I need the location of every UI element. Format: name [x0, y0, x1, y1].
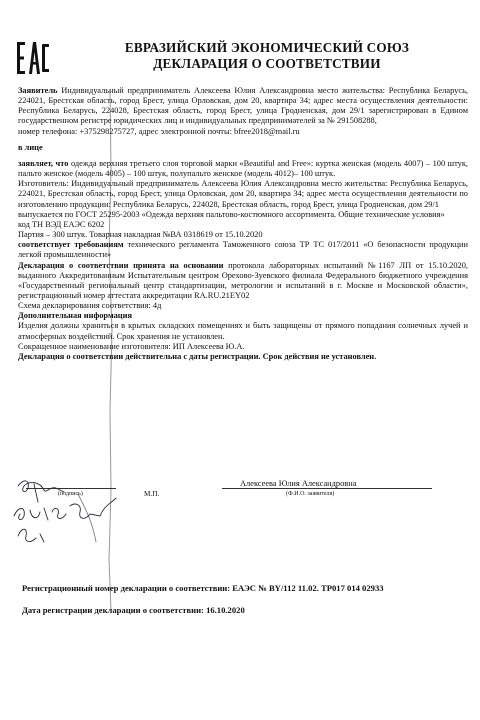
signature-caption: (подпись) — [58, 491, 83, 497]
manufacturer-text: Индивидуальный предприниматель Алексеева Юлия Александровна место жительства: Республика Беларусь, 224021, Брестская область, город Брест, улица Орловская, дом 20, квартира 34; адрес места осуществления деятельности по изготовлению продукции: Республика Беларусь, 224028, Брестская область, город Брест, улица Гродненская, дом 29/1 — [18, 179, 468, 209]
person-label: в лице — [18, 142, 43, 152]
additional-label: Дополнительная информация — [18, 311, 132, 321]
validity-statement: Декларация о соответствии действительна с даты регистрации. Срок действия не установлен. — [18, 351, 377, 361]
applicant-phone: номер телефона: +375298275727, адрес электронной почты: bfree2018@mail.ru — [18, 126, 300, 136]
scheme: Схема декларирования соответствия: 4д — [18, 301, 162, 311]
manufacturer-block — [18, 179, 468, 209]
signature-area — [0, 476, 480, 576]
tn-ved-code: код ТН ВЭД ЕАЭС 6202 — [18, 219, 105, 229]
conformity-block — [18, 240, 468, 260]
declares-text: одежда верхняя третьего слоя торговой марки «Beautiful and Free»: куртка женская (модель 4007) – 100 штук, пальто женское (модель 4005) – 100 штук, полупальто женское (модель 4012)– 100 штук. — [18, 158, 469, 179]
applicant-name: Алексеева Юлия Александровна — [240, 479, 357, 488]
basis-label: Декларация о соответствии принята на основании — [18, 260, 224, 270]
manufacturer-standard: выпускается по ГОСТ 25295-2003 «Одежда верхняя пальтово-костюмного ассортимента. Общие технические условия» — [18, 209, 445, 219]
document-title — [62, 40, 472, 72]
applicant-label: Заявитель — [18, 86, 58, 95]
manufacturer-label: Изготовитель: — [18, 179, 69, 189]
eac-logo — [16, 38, 50, 78]
registration-number: Регистрационный номер декларации о соответствии: ЕАЭС № BY/112 11.02. ТР017 014 02933 — [22, 583, 384, 593]
declares-label: заявляет, что — [18, 158, 69, 168]
conformity-text: технического регламента Таможенного союза ТР ТС 017/2011 «О безопасности продукции легкой промышленности» — [18, 240, 469, 260]
applicant-text: Индивидуальный предприниматель Алексеева Юлия Александровна место жительства: Республика Беларусь, 224021, Брестская область, город Брест, улица Орловская, дом 20, квартира 34; адрес места осуществления деятельности: Республика Беларусь, 224028, Брестская область, город Брест, улица Гродненская, дом 29/1 зарегистрирован в Едином государственном регистре юридических лиц и индивидуальных предпринимателей за № 291508288, — [18, 86, 468, 126]
batch-info: Партия – 300 штук. Товарная накладная №ВА 0318619 от 15.10.2020 — [18, 230, 263, 240]
basis-text: протокола лабораторных испытаний №1167 ЛП от 15.10.2020, выданного Аккредитованным Испытательным центром Орехово-Зуевского филиала Федерального бюджетного учреждения «Государственный региональный центр стандартизации, метрологии и испытаний в г. Москве и Московской области», регистрационный номер аттестата аккредитации RA.RU.21EY02 — [18, 260, 469, 300]
declaration-body — [18, 86, 468, 362]
additional-text: Изделия должны храниться в крытых складских помещениях и быть защищены от прямого попадания солнечных лучей и атмосферных воздействий. Срок хранения не установлен. — [18, 321, 468, 341]
stamp-place-label: М.П. — [144, 490, 160, 498]
manufacturer-short-name: Сокращенное наименование изготовителя: ИП Алексеева Ю.А. — [18, 341, 245, 351]
declares-block — [18, 159, 468, 179]
applicant-block — [18, 86, 468, 127]
basis-block — [18, 261, 468, 302]
title-line-2: ДЕКЛАРАЦИЯ О СООТВЕТСТВИИ — [153, 56, 381, 71]
conformity-label: соответствует требованиям — [18, 240, 124, 250]
title-line-1: ЕВРАЗИЙСКИЙ ЭКОНОМИЧЕСКИЙ СОЮЗ — [124, 40, 410, 55]
handwritten-signatures — [0, 476, 480, 576]
name-caption: (Ф.И.О. заявителя) — [286, 491, 335, 497]
registration-date: Дата регистрации декларации о соответствии: 16.10.2020 — [22, 605, 245, 615]
